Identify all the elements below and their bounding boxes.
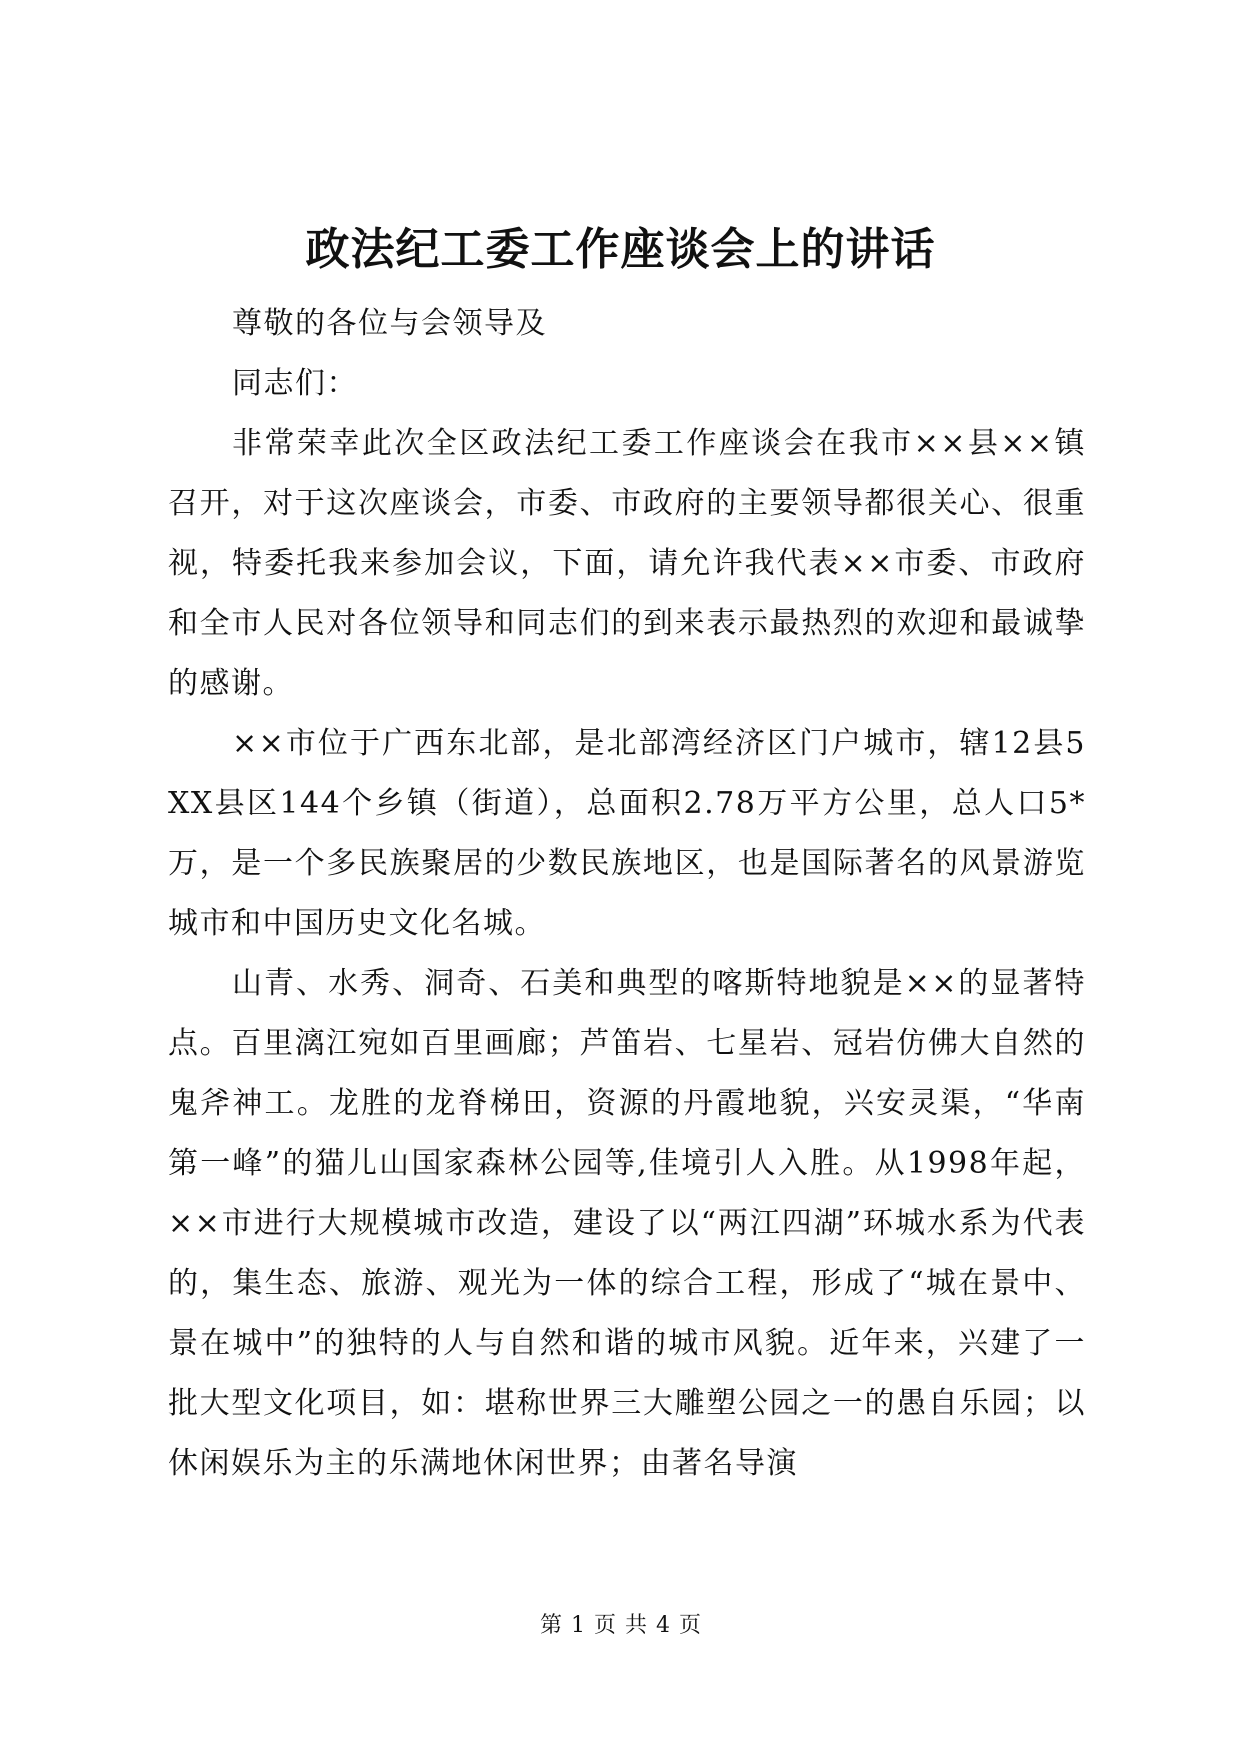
page-number-footer: 第 1 页 共 4 页	[540, 1613, 701, 1638]
paragraph-welcome: 非常荣幸此次全区政法纪工委工作座谈会在我市××县××镇召开，对于这次座谈会，市委、市政府的主要领导都很关心、很重视，特委托我来参加会议，下面，请允许我代表××市委、市政府和全市人民对各位领导和同志们的到来表示最热烈的欢迎和最诚挚的感谢。	[168, 426, 1086, 701]
document-title: 政法纪工委工作座谈会上的讲话	[305, 224, 936, 275]
salutation-comrades: 同志们：	[232, 366, 358, 401]
salutation-line: 尊敬的各位与会领导及	[232, 306, 547, 341]
paragraph-city-overview: ××市位于广西东北部，是北部湾经济区门户城市，辖12县5XX县区144个乡镇（街道），总面积2.78万平方公里，总人口5*万，是一个多民族聚居的少数民族地区，也是国际著名的风景游览城市和中国历史文化名城。	[168, 726, 1086, 941]
document-body	[168, 294, 1086, 1494]
paragraph-scenery: 山青、水秀、洞奇、石美和典型的喀斯特地貌是××的显著特点。百里漓江宛如百里画廊；芦笛岩、七星岩、冠岩仿佛大自然的鬼斧神工。龙胜的龙脊梯田，资源的丹霞地貌，兴安灵渠，“华南第一峰”的猫儿山国家森林公园等,佳境引人入胜。从1998年起，××市进行大规模城市改造，建设了以“两江四湖”环城水系为代表的，集生态、旅游、观光为一体的综合工程，形成了“城在景中、景在城中”的独特的人与自然和谐的城市风貌。近年来，兴建了一批大型文化项目，如：堪称世界三大雕塑公园之一的愚自乐园；以休闲娱乐为主的乐满地休闲世界；由著名导演	[168, 966, 1086, 1481]
